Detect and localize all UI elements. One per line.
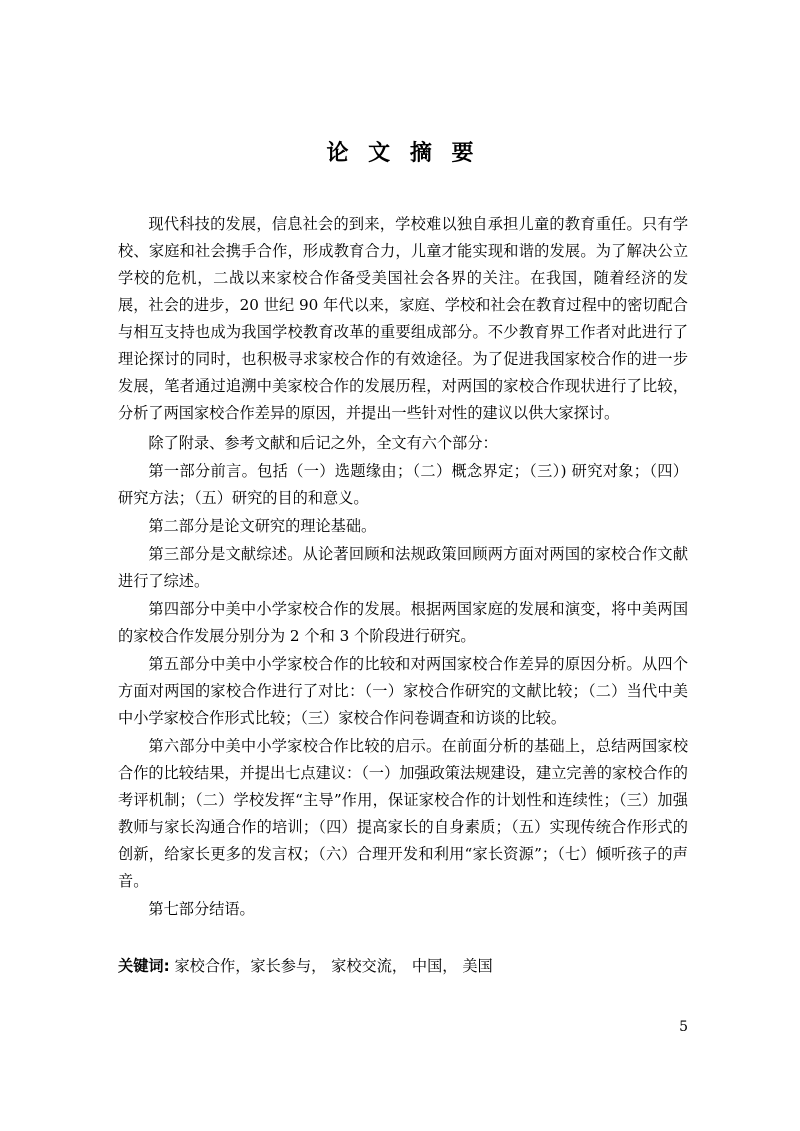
page-number: 5	[679, 1019, 688, 1035]
keywords-label: 关键词:	[118, 957, 170, 975]
paragraph: 第二部分是论文研究的理论基础。	[148, 517, 377, 535]
paragraph: 第四部分中美中小学家校合作的发展。根据两国家庭的发展和演变，将中美两国的家校合作发展分别分为 2 个和 3 个阶段进行研究。	[118, 600, 688, 645]
page-title: 论 文 摘 要	[326, 141, 480, 166]
paragraph: 第六部分中美中小学家校合作比较的启示。在前面分析的基础上，总结两国家校合作的比较结果，并提出七点建议：（一）加强政策法规建设，建立完善的家校合作的考评机制；（二）学校发挥“主导”作用，保证家校合作的计划性和连续性；（三）加强教师与家长沟通合作的培训；（四）提高家长的自身素质；（五）实现传统合作形式的创新，给家长更多的发言权；（六）合理开发和利用“家长资源”；（七）倾听孩子的声音。	[118, 737, 688, 890]
paragraph: 第五部分中美中小学家校合作的比较和对两国家校合作差异的原因分析。从四个方面对两国的家校合作进行了对比：（一）家校合作研究的文献比较；（二）当代中美中小学家校合作形式比较；（三）家校合作问卷调查和访谈的比较。	[118, 655, 688, 727]
paragraph: 除了附录、参考文献和后记之外，全文有六个部分：	[148, 434, 498, 452]
keywords-line	[118, 953, 688, 980]
abstract-body	[118, 211, 688, 923]
paragraph: 第七部分结语。	[148, 900, 255, 918]
paragraph: 第一部分前言。包括（一）选题缘由；（二）概念界定；（三）) 研究对象；（四）研究方法；（五）研究的目的和意义。	[118, 462, 688, 507]
paragraph: 第三部分是文献综述。从论著回顾和法规政策回顾两方面对两国的家校合作文献进行了综述。	[118, 545, 688, 590]
keywords-values: 家校合作，家长参与， 家校交流， 中国， 美国	[174, 957, 493, 975]
paragraph: 现代科技的发展，信息社会的到来，学校难以独自承担儿童的教育重任。只有学校、家庭和社会携手合作，形成教育合力，儿童才能实现和谐的发展。为了解决公立学校的危机，二战以来家校合作备受美国社会各界的关注。在我国，随着经济的发展，社会的进步，20 世纪 90 年代以来，家庭、学校和社会在教育过程中的密切配合与相互支持也成为我国学校教育改革的重要组成部分。不少教育界工作者对此进行了理论探讨的同时，也积极寻求家校合作的有效途径。为了促进我国家校合作的进一步发展，笔者通过追溯中美家校合作的发展历程，对两国的家校合作现状进行了比较，分析了两国家校合作差异的原因，并提出一些针对性的建议以供大家探讨。	[118, 215, 688, 422]
page-content	[118, 0, 688, 980]
